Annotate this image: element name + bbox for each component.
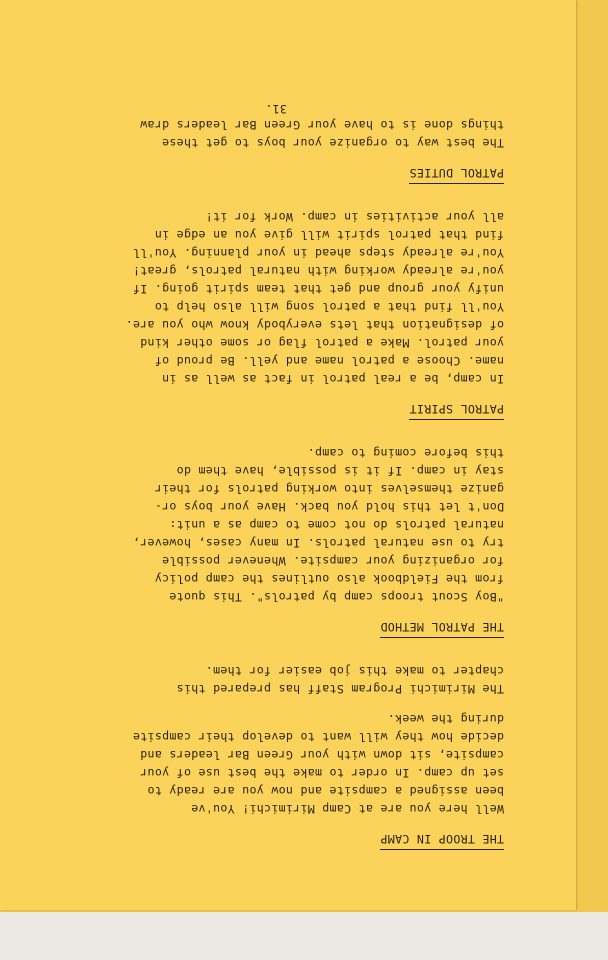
section-heading: PATROL DUTIES bbox=[409, 164, 504, 184]
text-line: this before coming to camp. bbox=[307, 446, 504, 460]
section-heading: THE TROOP IN CAMP bbox=[380, 830, 504, 850]
text-line: "Boy Scout troops camp by patrols". This quote bbox=[169, 590, 504, 604]
text-line: during the week. bbox=[387, 712, 504, 726]
text-line: natural patrols do not come to camp as a unit: bbox=[169, 518, 504, 532]
text-line: ganize themselves into working patrols for their bbox=[154, 482, 504, 496]
text-line: stay in camp. If it is possible, have them do bbox=[176, 464, 504, 478]
text-line: from the Fieldbook also outlines the camp policy bbox=[154, 572, 504, 586]
page-content bbox=[48, 102, 504, 850]
text-line: name. Choose a patrol name and yell. Be proud of bbox=[154, 354, 504, 368]
text-line: The best way to organize your boys to get these bbox=[161, 136, 504, 150]
section-patrol-duties bbox=[48, 116, 504, 184]
paragraph bbox=[48, 662, 504, 698]
section-heading: PATROL SPIRIT bbox=[409, 400, 504, 420]
text-line: been assigned a campsite and now you are ready to bbox=[147, 784, 504, 798]
text-line: for organizing your campsite. Whenever possible bbox=[161, 554, 504, 568]
text-line: unify your group and get that team spirit going. If bbox=[132, 282, 504, 296]
text-line: all your activities in camp. Work for it! bbox=[205, 210, 504, 224]
section-troop-in-camp bbox=[48, 662, 504, 850]
section-patrol-spirit bbox=[48, 208, 504, 420]
paragraph bbox=[48, 116, 504, 152]
paragraph bbox=[48, 444, 504, 606]
text-line: set up camp. In order to make the best use of your bbox=[139, 766, 504, 780]
paragraph bbox=[48, 208, 504, 388]
text-line: The Mirimichi Program Staff has prepared this bbox=[176, 682, 504, 696]
text-line: In camp, be a real patrol in fact as well as in bbox=[161, 372, 504, 386]
text-line: campsite, sit down with your Green Bar leaders and bbox=[139, 748, 504, 762]
section-patrol-method bbox=[48, 444, 504, 638]
text-line: Well here you are at Camp Mirimichi! You've bbox=[190, 802, 504, 816]
page-number: 31. bbox=[265, 102, 287, 116]
text-line: chapter to make this job easier for them. bbox=[205, 664, 504, 678]
section-heading: THE PATROL METHOD bbox=[380, 618, 504, 638]
text-line: you're already working with natural patrols, great! bbox=[132, 264, 504, 278]
text-line: of designation that lets everybody know who you are. bbox=[125, 318, 504, 332]
text-line: decide how they will want to develop their campsite bbox=[132, 730, 504, 744]
text-line: things done is to have your Green Bar leaders draw bbox=[139, 118, 504, 132]
text-line: find that patrol spirit will give you an edge in bbox=[154, 228, 504, 242]
text-line: Don't let this hold you back. Have your boys or- bbox=[154, 500, 504, 514]
text-line: You'll find that a patrol song will also help to bbox=[154, 300, 504, 314]
text-line: You're already steps ahead in your planning. You'll bbox=[132, 246, 504, 260]
text-line: your patrol. Make a patrol flag or some other kind bbox=[139, 336, 504, 350]
text-line: try to use natural patrols. In many cases, however, bbox=[132, 536, 504, 550]
paragraph bbox=[48, 710, 504, 818]
